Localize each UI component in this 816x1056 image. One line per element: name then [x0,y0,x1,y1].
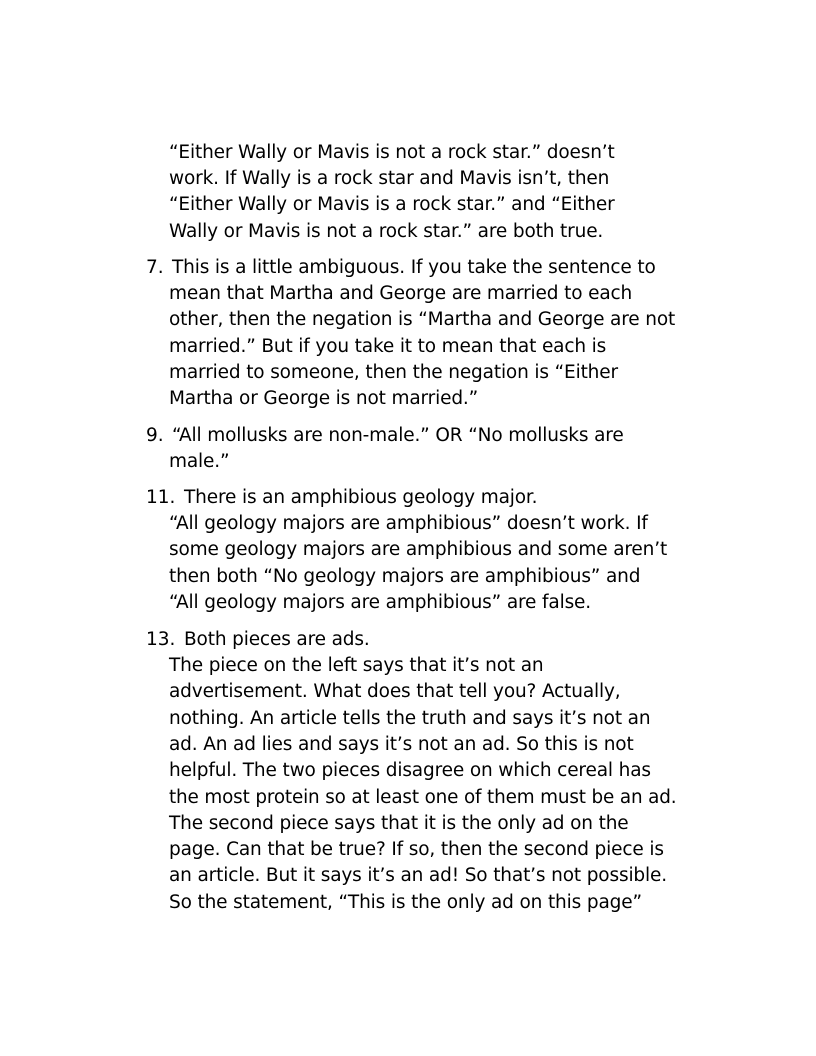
item-line: then both “No geology majors are amphibious” and [169,566,641,587]
item-line: Both pieces are ads. [184,629,370,650]
item-number: 13. [146,629,176,650]
item-line: helpful. The two pieces disagree on which cereal has [169,760,651,781]
intro-line: “Either Wally or Mavis is a rock star.” and “Either [169,194,615,215]
item-line: nothing. An article tells the truth and says it’s not an [169,708,651,729]
item-line: married.” But if you take it to mean that each is [169,336,607,357]
item-line: an article. But it says it’s an ad! So that’s not possible. [169,865,667,886]
item-line: page. Can that be true? If so, then the second piece is [169,839,664,860]
item-line: The second piece says that it is the only ad on the [169,813,629,834]
item-number: 11. [146,487,176,508]
item-line: This is a little ambiguous. If you take the sentence to [172,257,656,278]
item-line: mean that Martha and George are married to each [169,283,633,304]
item-line: some geology majors are amphibious and some aren’t [169,539,668,560]
item-line: other, then the negation is “Martha and George are not [169,309,676,330]
item-line: Martha or George is not married.” [169,388,479,409]
item-line: ad. An ad lies and says it’s not an ad. So this is not [169,734,634,755]
item-line: advertisement. What does that tell you? Actually, [169,681,621,702]
item-line: There is an amphibious geology major. [184,487,538,508]
intro-line: “Either Wally or Mavis is not a rock star.” doesn’t [169,142,615,163]
item-line: “All geology majors are amphibious” doesn’t work. If [169,513,648,534]
item-line: So the statement, “This is the only ad on this page” [169,892,642,913]
item-line: married to someone, then the negation is “Either [169,362,618,383]
item-number: 7. [146,257,164,278]
item-line: “All geology majors are amphibious” are false. [169,592,592,613]
intro-line: work. If Wally is a rock star and Mavis isn’t, then [169,168,610,189]
item-line: the most protein so at least one of them must be an ad. [169,787,677,808]
item-number: 9. [146,425,164,446]
item-line: male.” [169,451,230,472]
item-line: The piece on the left says that it’s not an [169,655,544,676]
item-line: “All mollusks are non-male.” OR “No mollusks are [172,425,624,446]
intro-line: Wally or Mavis is not a rock star.” are both true. [169,221,604,242]
